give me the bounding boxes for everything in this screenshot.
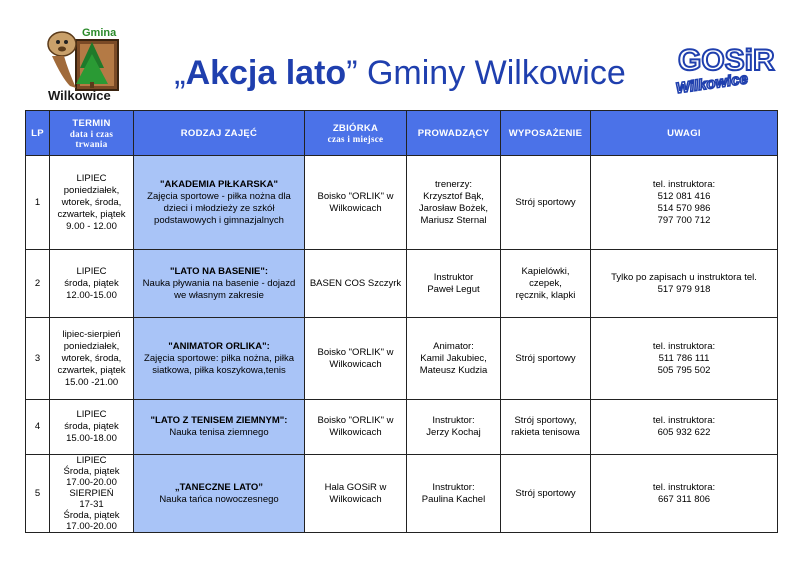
table-row [26, 400, 778, 455]
header-termin: TERMIN data i czas trwania [50, 111, 134, 156]
instructor-cell: Animator: Kamil Jakubiec, Mateusz Kudzia [407, 318, 501, 400]
row-number: 5 [26, 455, 50, 533]
header-wyposazenie: WYPOSAŻENIE [501, 111, 591, 156]
notes-cell: tel. instruktora: 512 081 416 514 570 986 797 700 712 [591, 156, 778, 250]
equipment-cell: Strój sportowy [501, 318, 591, 400]
table-header-row [26, 111, 778, 156]
equipment-cell: Strój sportowy [501, 455, 591, 533]
meeting-place-cell: Hala GOSiR w Wilkowicach [305, 455, 407, 533]
termin-cell: LIPIEC Środa, piątek 17.00-20.00 SIERPIEŃ 17-31 Środa, piątek 17.00-20.00 [50, 455, 134, 533]
meeting-place-cell: Boisko "ORLIK" w Wilkowicach [305, 318, 407, 400]
termin-cell: LIPIEC środa, piątek 15.00-18.00 [50, 400, 134, 455]
notes-cell: tel. instruktora: 511 786 111 505 795 502 [591, 318, 778, 400]
schedule-table [25, 110, 778, 533]
instructor-cell: trenerzy: Krzysztof Bąk, Jarosław Bożek, Mariusz Sternal [407, 156, 501, 250]
meeting-place-cell: Boisko "ORLIK" w Wilkowicach [305, 156, 407, 250]
activity-cell: "ANIMATOR ORLIKA": Zajęcia sportowe: piłka nożna, piłka siatkowa, piłka koszykowa,tenis [134, 318, 305, 400]
page-title: „Akcja lato” Gminy Wilkowice [174, 54, 626, 92]
equipment-cell: Strój sportowy, rakieta tenisowa [501, 400, 591, 455]
notes-cell: Tylko po zapisach u instruktora tel. 517 979 918 [591, 250, 778, 318]
activity-cell: „TANECZNE LATO” Nauka tańca nowoczesnego [134, 455, 305, 533]
header-uwagi: UWAGI [591, 111, 778, 156]
termin-cell: lipiec-sierpień poniedziałek, wtorek, środa, czwartek, piątek 15.00 -21.00 [50, 318, 134, 400]
header-zbiorka: ZBIÓRKA czas i miejsce [305, 111, 407, 156]
notes-cell: tel. instruktora: 605 932 622 [591, 400, 778, 455]
activity-cell: "LATO Z TENISEM ZIEMNYM": Nauka tenisa ziemnego [134, 400, 305, 455]
meeting-place-cell: BASEN COS Szczyrk [305, 250, 407, 318]
instructor-cell: Instruktor: Paulina Kachel [407, 455, 501, 533]
table-row [26, 318, 778, 400]
termin-cell: LIPIEC środa, piątek 12.00-15.00 [50, 250, 134, 318]
notes-cell: tel. instruktora: 667 311 806 [591, 455, 778, 533]
instructor-cell: Instruktor Paweł Legut [407, 250, 501, 318]
row-number: 2 [26, 250, 50, 318]
row-number: 3 [26, 318, 50, 400]
header-prowadzacy: PROWADZĄCY [407, 111, 501, 156]
meeting-place-cell: Boisko "ORLIK" w Wilkowicach [305, 400, 407, 455]
instructor-cell: Instruktor: Jerzy Kochaj [407, 400, 501, 455]
activity-cell: "AKADEMIA PIŁKARSKA" Zajęcia sportowe - piłka nożna dla dzieci i młodzieży ze szkół podstawowych i gimnazjalnych [134, 156, 305, 250]
row-number: 4 [26, 400, 50, 455]
row-number: 1 [26, 156, 50, 250]
logo-right-line2: Wilkowice [674, 70, 749, 98]
table-row [26, 455, 778, 533]
table-row [26, 250, 778, 318]
header-lp: LP [26, 111, 50, 156]
gosir-logo [674, 36, 775, 98]
equipment-cell: Kapielówki, czepek, ręcznik, klapki [501, 250, 591, 318]
termin-cell: LIPIEC poniedziałek, wtorek, środa, czwartek, piątek 9.00 - 12.00 [50, 156, 134, 250]
header-rodzaj: RODZAJ ZAJĘĆ [134, 111, 305, 156]
logo-left-line2: Wilkowice [48, 88, 111, 103]
table-row [26, 156, 778, 250]
equipment-cell: Strój sportowy [501, 156, 591, 250]
activity-cell: "LATO NA BASENIE": Nauka pływania na basenie - dojazd we własnym zakresie [134, 250, 305, 318]
logo-left-line1: Gmina [82, 27, 117, 39]
logo-right-line1: GOSiR [678, 44, 775, 77]
